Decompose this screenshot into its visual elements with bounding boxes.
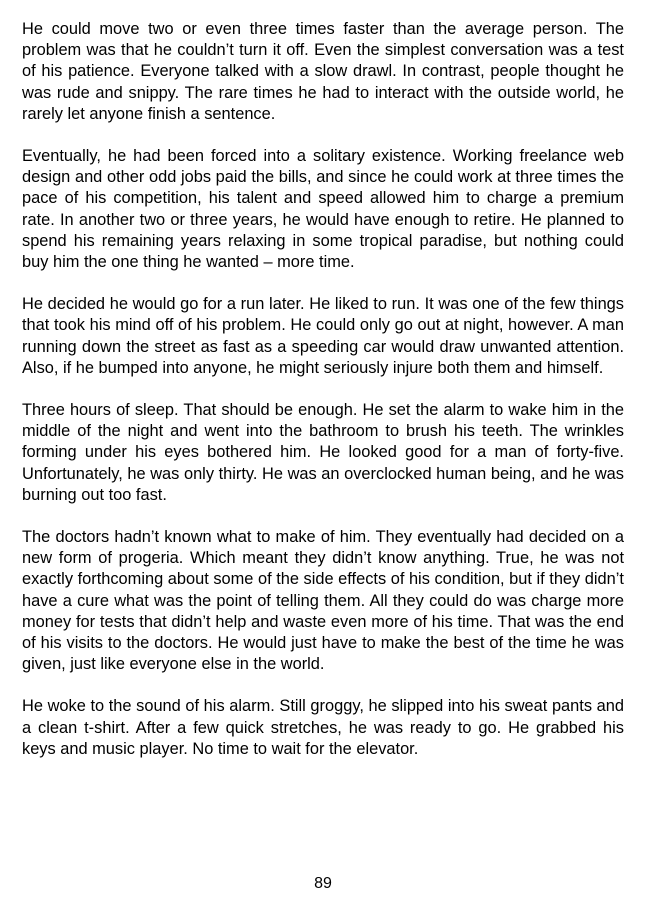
paragraph-6: He woke to the sound of his alarm. Still groggy, he slipped into his sweat pants and a clean t-shirt. After a few quick stretches, he was ready to go. He grabbed his keys and music player. No time to wait for the elevator. <box>22 697 624 758</box>
paragraph-5: The doctors hadn’t known what to make of him. They eventually had decided on a new form of progeria. Which meant they didn’t know anything. True, he was not exactly forthcoming about some of the side effects of his condition, but if they didn’t have a cure what was the point of telling them. All they could do was charge more money for tests that didn’t help and waste even more of his time. That was the end of his visits to the doctors. He would just have to make the best of the time he was given, just like everyone else in the world. <box>22 528 624 674</box>
page-number: 89 <box>314 875 332 892</box>
paragraph-2: Eventually, he had been forced into a solitary existence. Working freelance web design and other odd jobs paid the bills, and since he could work at three times the pace of his competition, his talent and speed allowed him to charge a premium rate. In another two or three years, he would have enough to retire. He planned to spend his remaining years relaxing in some tropical paradise, but nothing could buy him the one thing he wanted – more time. <box>22 147 624 272</box>
paragraph-4: Three hours of sleep. That should be enough. He set the alarm to wake him in the middle of the night and went into the bathroom to brush his teeth. The wrinkles forming under his eyes bothered him. He looked good for a man of forty-five. Unfortunately, he was only thirty. He was an overclocked human being, and he was burning out too fast. <box>22 401 624 504</box>
paragraph-1: He could move two or even three times faster than the average person. The problem was that he couldn’t turn it off. Even the simplest conversation was a test of his patience. Everyone talked with a slow drawl. In contrast, people thought he was rude and snippy. The rare times he had to interact with the outside world, he rarely let anyone finish a sentence. <box>22 20 624 123</box>
page-body <box>22 19 624 781</box>
paragraph-3: He decided he would go for a run later. He liked to run. It was one of the few things that took his mind off of his problem. He could only go out at night, however. A man running down the street as fast as a speeding car would draw unwanted attention. Also, if he bumped into anyone, he might seriously injure both them and himself. <box>22 295 624 377</box>
